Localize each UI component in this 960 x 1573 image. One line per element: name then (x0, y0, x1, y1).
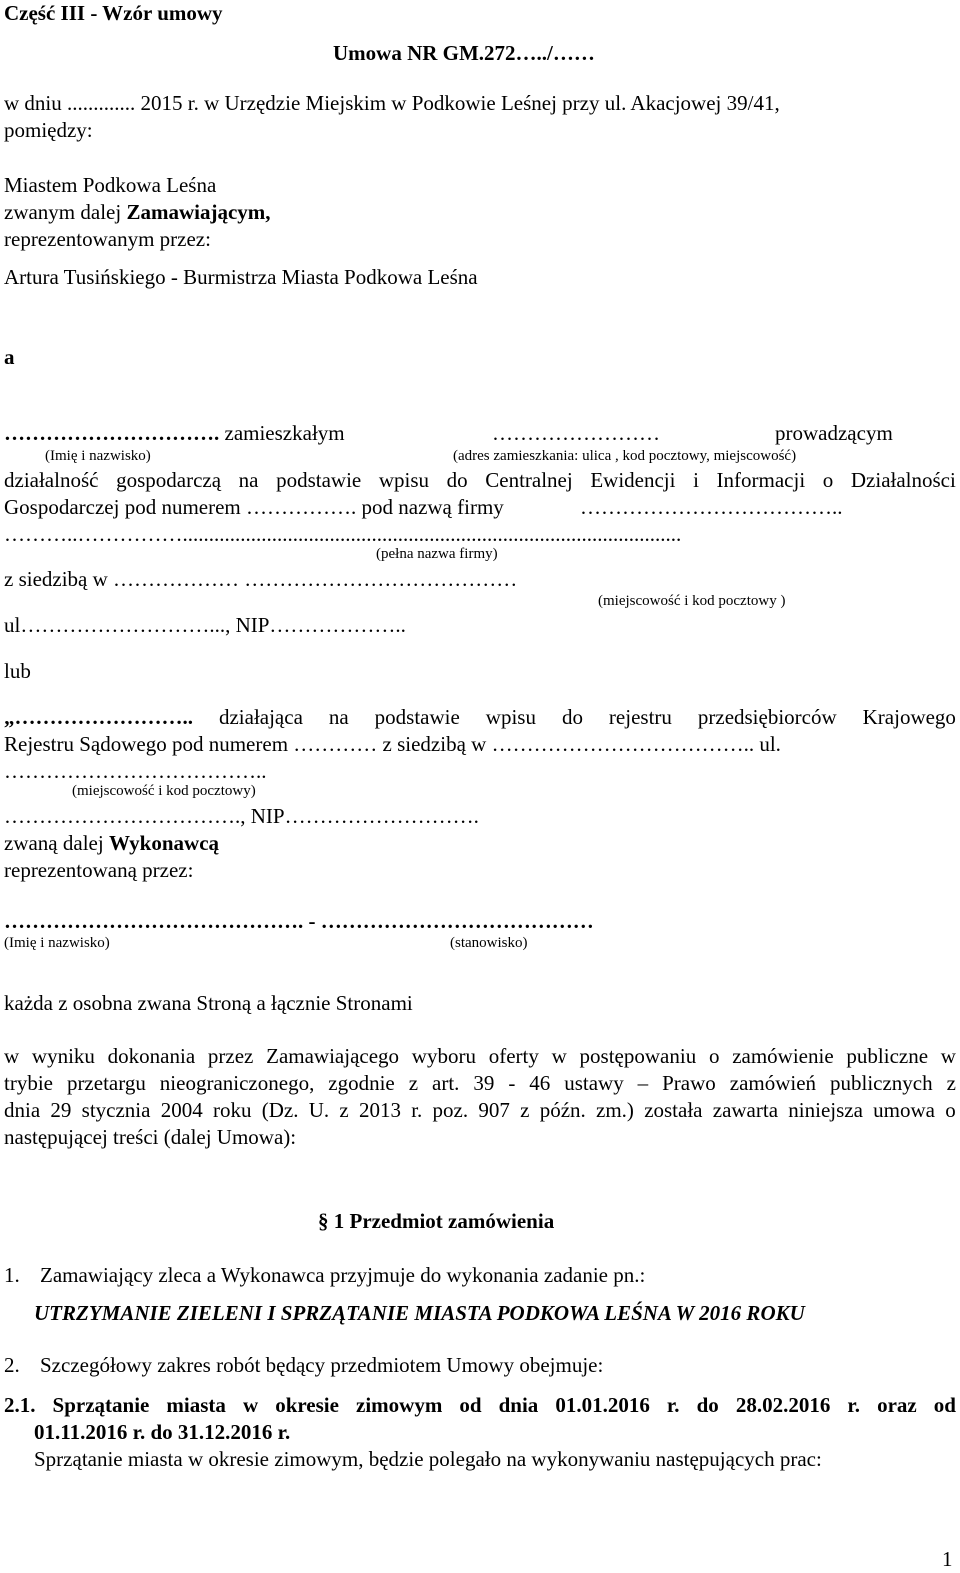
called-prefix: zwanym dalej (4, 200, 127, 224)
word: Informacji (716, 468, 806, 492)
word: z (339, 1098, 349, 1122)
party-a-role: Zamawiającym, (126, 200, 271, 224)
preamble-line-4: następującej treści (dalej Umowa): (4, 1125, 297, 1149)
registry-number-line: Gospodarczej pod numerem ……………. pod nazwą firmy (4, 495, 504, 519)
caption-address: (adres zamieszkania: ulica , kod pocztowy, miejscowość) (453, 448, 797, 464)
seat-line: z siedzibą w ……………… ………………………………… (4, 567, 518, 591)
word: 2013 (358, 1098, 401, 1122)
word: 01.01.2016 (555, 1393, 650, 1417)
word: Krajowego (862, 705, 956, 729)
word: wpisu (378, 468, 430, 492)
word: Ewidencji (590, 468, 676, 492)
task-title: UTRZYMANIE ZIELENI I SPRZĄTANIE MIASTA PODKOWA LEŚNA W 2016 ROKU (34, 1301, 805, 1325)
street-nip-line: ul………………………..., NIP……………….. (4, 613, 406, 637)
word: 28.02.2016 (735, 1393, 831, 1417)
item-2-number: 2. (4, 1353, 20, 1377)
word: do (446, 468, 468, 492)
signatory-blank: ……………………………………. - ………………………………… (4, 909, 594, 933)
word: publicznych (830, 1071, 933, 1095)
word: wyniku (31, 1044, 95, 1068)
sub-2-1-heading (4, 1392, 956, 1419)
party-a-represented: reprezentowanym przez: (4, 227, 211, 251)
word: 39 (473, 1071, 495, 1095)
word: późn. (539, 1098, 586, 1122)
word: przedsiębiorców (697, 705, 837, 729)
word: na (238, 468, 259, 492)
word: zamówienie (732, 1044, 834, 1068)
party-a-name: Miastem Podkowa Leśna (4, 173, 217, 197)
word: podstawie (374, 705, 460, 729)
firm-name-dots: ………..……………............................................................................................... (4, 522, 682, 546)
sub-2-1-dates: 01.11.2016 r. do 31.12.2016 r. (34, 1420, 291, 1444)
word: zamówień (729, 1071, 817, 1095)
caption-firm: (pełna nazwa firmy) (376, 546, 498, 562)
address-blank: …………………… (492, 421, 660, 445)
contractor-represented: reprezentowaną przez: (4, 858, 194, 882)
page-number: 1 (942, 1547, 953, 1571)
firm-blank: „…………………….. (4, 705, 193, 729)
word: poz. (432, 1098, 469, 1122)
word: rejestru (608, 705, 672, 729)
krs-number-line: Rejestru Sądowego pod numerem ………… z siedzibą w ……………………………….. ul. (4, 732, 781, 756)
word: zimowym (356, 1393, 443, 1417)
krs-line (4, 704, 956, 731)
word: działająca (218, 705, 303, 729)
word: publiczne (846, 1044, 929, 1068)
word: art. (432, 1071, 460, 1095)
caption-name: (Imię i nazwisko) (45, 448, 151, 464)
word: od (459, 1393, 482, 1417)
word: 29 (50, 1098, 72, 1122)
word: stycznia (81, 1098, 151, 1122)
word: umowa (873, 1098, 935, 1122)
word: o (708, 1044, 720, 1068)
caption-locality: (miejscowość i kod pocztowy ) (598, 593, 786, 609)
item-2-text: Szczegółowy zakres robót będący przedmiotem Umowy obejmuje: (40, 1353, 604, 1377)
contract-title: Umowa NR GM.272…../…… (333, 41, 595, 65)
word: i (693, 468, 699, 492)
party-a-representative: Artura Tusińskiego - Burmistrza Miasta Podkowa Leśna (4, 265, 478, 289)
word: 46 (529, 1071, 551, 1095)
between-label: pomiędzy: (4, 118, 93, 142)
word: od (933, 1393, 956, 1417)
word: 907 (478, 1098, 510, 1122)
word: w (242, 1393, 259, 1417)
resident-label: zamieszkałym (219, 421, 345, 445)
preamble-line-1 (4, 1043, 956, 1070)
word: nieograniczonego, (159, 1071, 315, 1095)
word: w (551, 1044, 567, 1068)
parties-note: każda z osobna zwana Stroną a łącznie Stronami (4, 991, 413, 1015)
preamble-line-3 (4, 1097, 956, 1124)
word: 2004 (160, 1098, 203, 1122)
street-blank: ……………………………….. (4, 759, 267, 783)
section-1-heading: § 1 Przedmiot zamówienia (318, 1209, 555, 1233)
word: do (696, 1393, 719, 1417)
word: ustawy (564, 1071, 624, 1095)
word: zawarta (712, 1098, 779, 1122)
word: Centralnej (485, 468, 573, 492)
preamble-line-2 (4, 1070, 956, 1097)
word: w (4, 1044, 20, 1068)
word: U. (308, 1098, 330, 1122)
word: zgodnie (328, 1071, 395, 1095)
word: oraz (877, 1393, 917, 1417)
name-blank: …………………………. (4, 421, 220, 445)
word: r. (666, 1393, 680, 1417)
part-heading: Część III - Wzór umowy (4, 1, 223, 25)
word: niniejsza (788, 1098, 863, 1122)
conjunction-a: a (4, 345, 15, 369)
word: okresie (275, 1393, 339, 1417)
contractor-called (4, 830, 219, 857)
word: wyboru (411, 1044, 476, 1068)
word: do (561, 705, 583, 729)
word: gospodarczą (116, 468, 222, 492)
word: przez (207, 1044, 254, 1068)
caption-signatory-name: (Imię i nazwisko) (4, 935, 110, 951)
word: z (520, 1098, 530, 1122)
word: o (822, 468, 834, 492)
word: w (940, 1044, 956, 1068)
word: - (508, 1071, 516, 1095)
word: postępowaniu (579, 1044, 697, 1068)
contractor-role: Wykonawcą (108, 831, 220, 855)
word: podstawie (276, 468, 362, 492)
word: r. (411, 1098, 423, 1122)
word: miasta (166, 1393, 226, 1417)
item-1-number: 1. (4, 1263, 20, 1287)
or-label: lub (4, 659, 31, 683)
word: na (328, 705, 349, 729)
business-line (4, 467, 956, 494)
word: Działalności (850, 468, 956, 492)
word: r. (847, 1393, 861, 1417)
word: trybie (4, 1071, 53, 1095)
word: – (637, 1071, 649, 1095)
party-a-called (4, 199, 271, 226)
word: dokonania (107, 1044, 196, 1068)
word: roku (212, 1098, 252, 1122)
caption-locality-2: (miejscowość i kod pocztowy) (72, 783, 256, 799)
word: oferty (488, 1044, 539, 1068)
word: Prawo (662, 1071, 716, 1095)
word: przetargu (66, 1071, 146, 1095)
word: została (644, 1098, 703, 1122)
word: dnia (4, 1098, 41, 1122)
word: o (945, 1098, 956, 1122)
sub-2-1-description: Sprzątanie miasta w okresie zimowym, będzie polegało na wykonywaniu następujących prac: (34, 1447, 822, 1471)
word: z (946, 1071, 956, 1095)
contractor-line-1 (4, 420, 345, 447)
word: 2.1. (4, 1393, 36, 1417)
word: (Dz. (261, 1098, 299, 1122)
conducting-label: prowadzącym (775, 421, 893, 445)
caption-signatory-position: (stanowisko) (450, 935, 528, 951)
word: wpisu (485, 705, 536, 729)
street-nip-line-2: ……………………………., NIP………………………. (4, 804, 479, 828)
word: dnia (498, 1393, 539, 1417)
word: zm.) (596, 1098, 634, 1122)
place-date-line: w dniu ............. 2015 r. w Urzędzie Miejskim w Podkowie Leśnej przy ul. Akacjowej 39/41, (4, 91, 780, 115)
word: z (408, 1071, 419, 1095)
called-prefix: zwaną dalej (4, 831, 109, 855)
word: działalność (4, 468, 99, 492)
word: Sprzątanie (52, 1393, 150, 1417)
word: Zamawiającego (266, 1044, 400, 1068)
firm-name-blank: ……………………………….. (580, 495, 843, 519)
item-1-text: Zamawiający zleca a Wykonawca przyjmuje do wykonania zadanie pn.: (40, 1263, 646, 1287)
